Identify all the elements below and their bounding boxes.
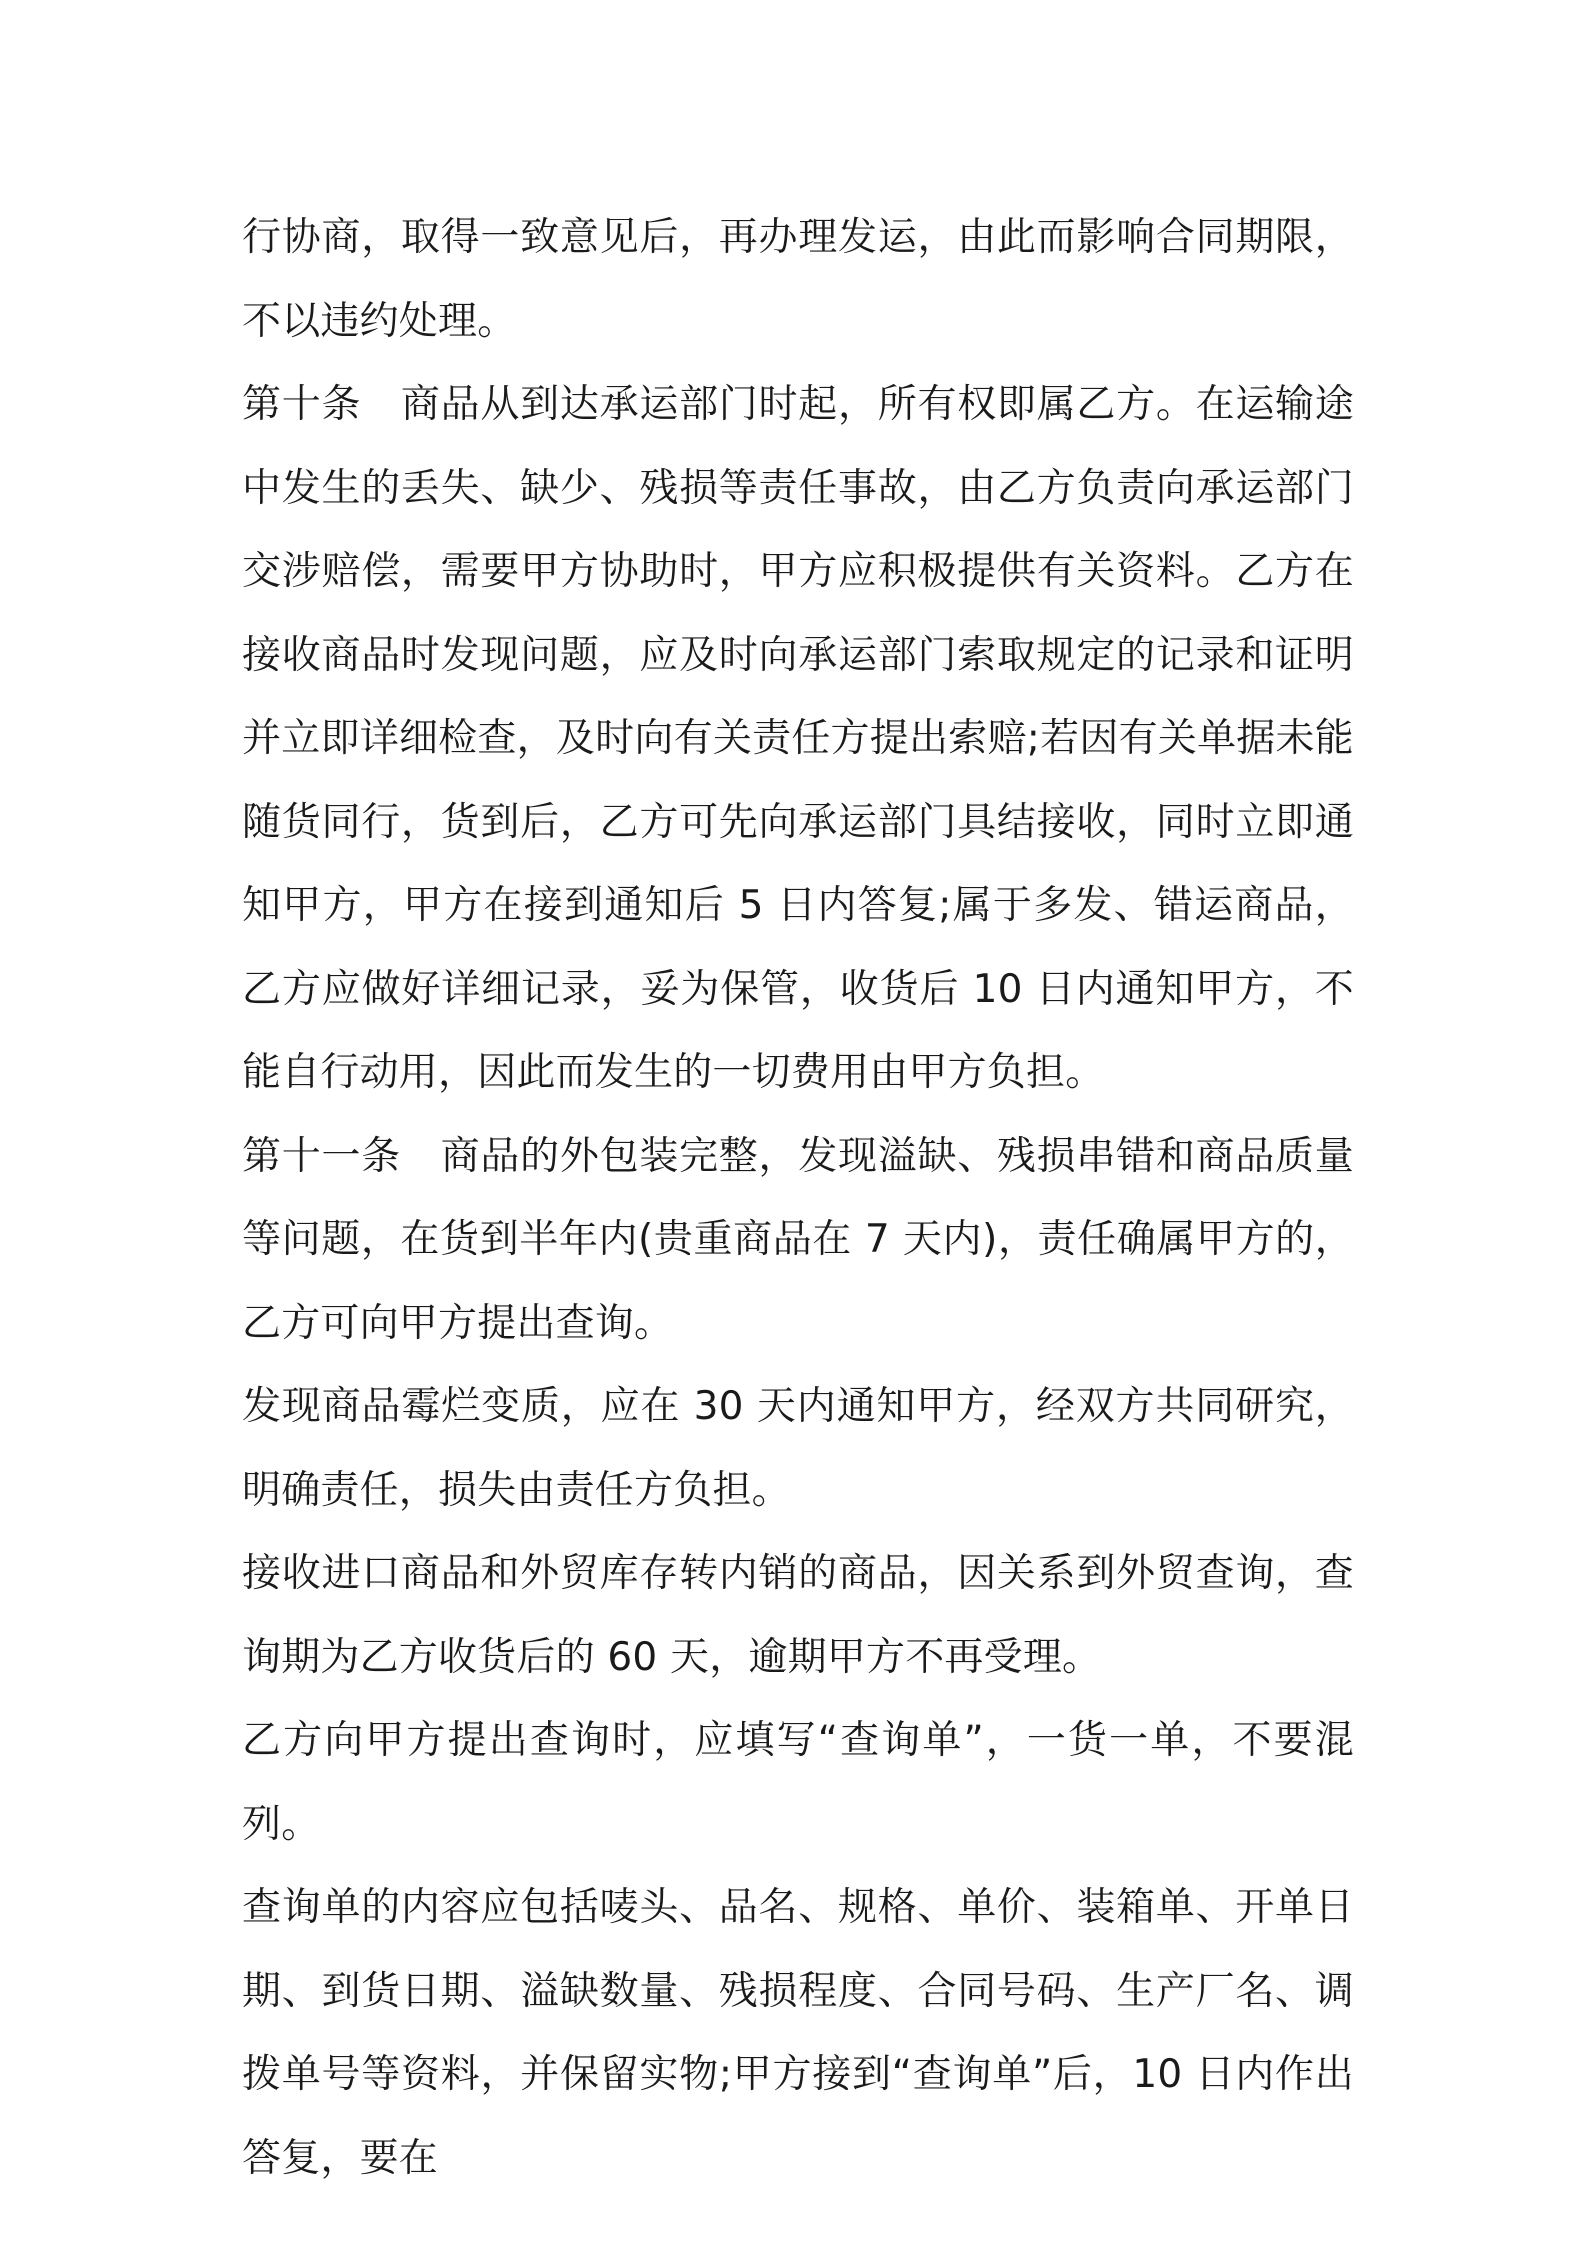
paragraph-spoilage: 发现商品霉烂变质，应在 30 天内通知甲方，经双方共同研究，明确责任，损失由责任方负担。 bbox=[242, 1384, 1354, 1513]
paragraph-article-11: 第十一条 商品的外包装完整，发现溢缺、残损串错和商品质量等问题，在货到半年内(贵重商品在 7 天内)，责任确属甲方的，乙方可向甲方提出查询。 bbox=[242, 1133, 1354, 1346]
paragraph-inquiry-content: 查询单的内容应包括唛头、品名、规格、单价、装箱单、开单日期、到货日期、溢缺数量、残损程度、合同号码、生产厂名、调拨单号等资料，并保留实物;甲方接到“查询单”后，10 日内作出答复，要在 bbox=[242, 1885, 1354, 2181]
paragraph-article-10: 第十条 商品从到达承运部门时起，所有权即属乙方。在运输途中发生的丢失、缺少、残损等责任事故，由乙方负责向承运部门交涉赔偿，需要甲方协助时，甲方应积极提供有关资料。乙方在接收商品时发现问题，应及时向承运部门索取规定的记录和证明并立即详细检查，及时向有关责任方提出索赔;若因有关单据未能随货同行，货到后，乙方可先向承运部门具结接收，同时立即通知甲方，甲方在接到通知后 5 日内答复;属于多发、错运商品，乙方应做好详细记录，妥为保管，收货后 10 日内通知甲方，不能自行动用，因此而发生的一切费用由甲方负担。 bbox=[242, 382, 1354, 1095]
document-body bbox=[242, 196, 1354, 2200]
paragraph-continuation: 行协商，取得一致意见后，再办理发运，由此而影响合同期限，不以违约处理。 bbox=[242, 215, 1354, 344]
paragraph-import-goods: 接收进口商品和外贸库存转内销的商品，因关系到外贸查询，查询期为乙方收货后的 60 天，逾期甲方不再受理。 bbox=[242, 1551, 1354, 1680]
paragraph-inquiry-form: 乙方向甲方提出查询时，应填写“查询单”，一货一单，不要混列。 bbox=[242, 1718, 1354, 1847]
